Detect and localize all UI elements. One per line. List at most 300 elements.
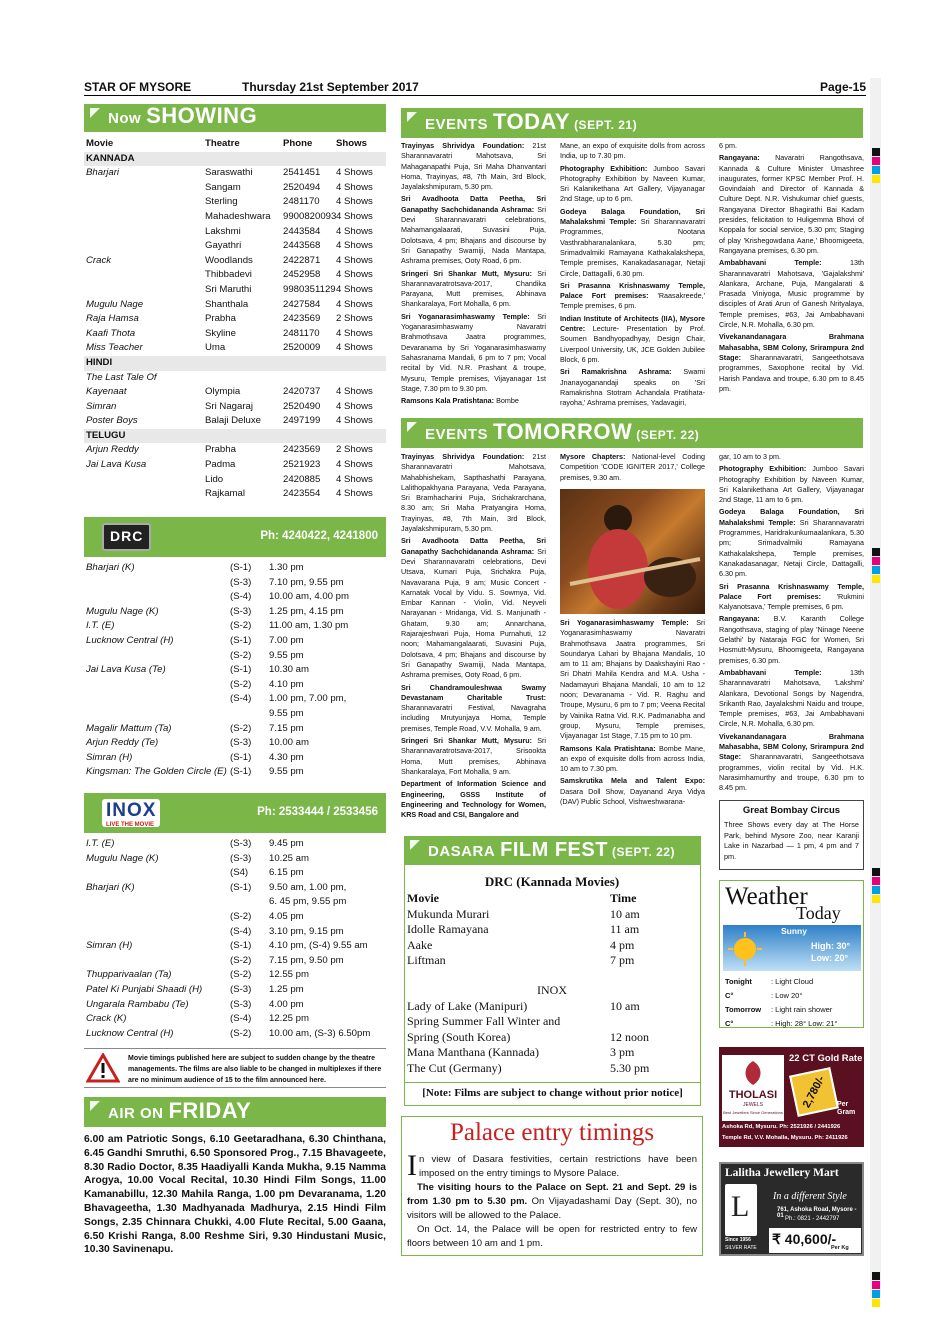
event-organizer: Rangayana: [719, 614, 760, 624]
drc-header [84, 517, 386, 557]
theatre-phone: 2420737 [283, 386, 321, 398]
showtime-row [84, 881, 386, 896]
screen-number: (S-2) [230, 954, 252, 966]
corner-triangle-icon [410, 840, 420, 850]
registration-mark [872, 1272, 880, 1280]
events-tomorrow-title-small: EVENTS [425, 426, 489, 443]
inox-showtimes [84, 837, 386, 1041]
theatre-phone: 2520009 [283, 342, 321, 354]
movie-name: Lucknow Central (H) [86, 634, 174, 646]
events-tomorrow-column-2-top [560, 452, 705, 488]
issue-date: Thursday 21st September 2017 [242, 80, 419, 94]
event-item [401, 536, 546, 680]
theatre-phone: 2481170 [283, 327, 320, 339]
showtime-row [84, 649, 386, 664]
movie-name: Kingsman: The Golden Circle (E) [86, 766, 227, 778]
showtime-row [84, 634, 386, 649]
screen-number: (S-3) [230, 576, 252, 588]
screen-number: (S-1) [230, 940, 252, 952]
theatre-name: Saraswathi [205, 167, 253, 179]
film-row [407, 907, 697, 923]
event-item [719, 732, 864, 792]
tholasi-address-2: Temple Rd, V.V. Mohalla, Mysuru. Ph: 2411926 [722, 1135, 848, 1141]
screen-number: (S-3) [230, 852, 252, 864]
film-title: Mana Manthana (Kannada) [407, 1045, 539, 1060]
event-details: Sri Devi Sharannavaratri celebrations, Mahamangalaarati, Suvasini Puja, Dolotsava, 4 pm; Bhajans and discourse by Sri Ganapathy Swamiji, Nada Mantapa, Ashrama premises, Ooty Road, 6 pm. [401, 204, 546, 266]
show-times: 7.00 pm [269, 634, 304, 646]
screen-number: (S-3) [230, 605, 252, 617]
theatre-phone: 2541451 [283, 167, 321, 179]
event-item [719, 452, 864, 462]
event-details: Sri Yoganarasimhaswamy Navaratri Brahmothsava Jaatra programmes, Devaranama by Sri Yoganarasimhaswamy Sahasranama Mandali, 6 pm to 7 pm; Vocal recital by Vid. N.R. Prashant & troupe, Mysuru, Temple premises, Vijayanagar 1st Stage, 7.30 pm to 9.30 pm. [401, 311, 546, 393]
weather-title-today: Today [796, 903, 841, 923]
event-item [560, 141, 705, 162]
registration-mark [872, 1290, 880, 1298]
event-details: 'Rukmini Kalyanotsava,' Temple premises, 6 pm. [719, 591, 864, 612]
language-category [84, 429, 386, 444]
air-schedule: 6.00 am Patriotic Songs, 6.10 Geetaradhana, 6.30 Chinthana, 6.45 Gandhi Smruthi, 6.50 Sponsored Prog., 7.15 Bhavageete, 8.30 Radio Doctor, 8.35 Haadiyalli Kanda Mukha, 9.15 Namma Arogya, 10.00 Vocal Recital, 10.30 Hindi Film Songs, 11.00 Kamanabillu, 12.30 Mahila Ranga, 1.00 pm Devaranama, 1.20 Bhavageetha, 1.30 Madhyanada Madhurya, 2.15 Hindi Film Songs, 2.35 Chinnara Chukki, 4.00 Flute Recital, 5.00 Gaana, 6.50 Krishi Ranga, 8.00 Reshme Siri, 9.30 Hindustani Music, 10.30 Savinenapu. [84, 1134, 386, 1256]
screen-number: (S-3) [230, 838, 252, 849]
event-item [401, 194, 546, 266]
show-times: 10.00 am, (S-3) 6.50pm [269, 1027, 371, 1039]
inox-header [84, 793, 386, 833]
show-times: 1.30 pm [269, 562, 304, 573]
event-item [719, 582, 864, 613]
now-showing-table [84, 137, 386, 502]
show-times: 4.30 pm [269, 751, 304, 763]
show-count: 4 Shows [336, 196, 373, 208]
screen-number: (S-2) [230, 649, 252, 661]
event-organizer: Ramsons Kala Pratishtana: [560, 743, 656, 753]
movie-name: I.T. (E) [86, 838, 115, 849]
weather-low: Low: 20° [811, 953, 849, 963]
movie-name: Miss Teacher [86, 342, 143, 354]
event-organizer: Sri Yoganarasimhaswamy Temple: [401, 311, 530, 321]
showtime-row [84, 866, 386, 881]
movie-name: Mugulu Nage (K) [86, 605, 159, 617]
lalitha-price: ₹ 40,600/- [772, 1231, 837, 1247]
movie-name: Lucknow Central (H) [86, 1027, 174, 1039]
show-times: 1.00 pm, 7.00 pm, [269, 693, 347, 705]
film-time: 11 am [610, 922, 640, 937]
theatre-name: Olympia [205, 386, 241, 398]
table-row [84, 385, 386, 400]
palace-drop-cap: I [407, 1149, 417, 1182]
film-time: 4 pm [610, 937, 635, 952]
registration-mark [872, 175, 880, 183]
theatre-name: Thibbadevi [205, 269, 252, 281]
theatre-name: Mahadeshwara [205, 210, 271, 222]
event-organizer: Ambabhavani Temple: [719, 258, 822, 268]
palace-text: In view of Dasara festivities, certain restrictions have been imposed on the entry timings to Mysore Palace. The visiting hours to the Palace on Sept. 21 and Sept. 29 is from 1.30 pm to 5.30 pm. On Vijayadashami Day (Sept. 30), no visitors will be allowed to the Palace. On Oct. 14, the Palace will be open for restricted entry to few floors between 10 am and 1 pm. [407, 1149, 697, 1249]
theatre-phone: 9980351129 [283, 283, 336, 295]
film-row [407, 953, 697, 969]
show-count: 4 Shows [336, 400, 373, 412]
fest-header-row [407, 891, 697, 907]
film-title: Mukunda Murari [407, 906, 490, 921]
movie-name: Poster Boys [86, 415, 138, 427]
event-details: Sharannavaratri, Sangeethotsava programmes, violin recital by Vid. H.K. Narasimhamurthy and troupe, 6.30 pm to 8.45 pm. [719, 752, 864, 792]
screen-number: (S-1) [230, 881, 252, 893]
event-details: B.V. Karanth College Rangothsava, staging of play 'Ninage Neene Gelathi' by Nataraja FGC for Women, Sri Hosmutt-Mysuru, Bhoomigeeta, Rangayana premises, 6.30 pm. [719, 614, 864, 665]
show-times: 7.15 pm [269, 722, 304, 734]
event-details: 'Raasakreede,' Temple premises, 6 pm. [560, 291, 705, 311]
event-organizer: Sri Chandramouleshwaa Swamy Devastanam Charitable Trust: [401, 682, 546, 702]
event-item [560, 776, 705, 807]
category-label: HINDI [86, 356, 113, 368]
movie-name: Simran (H) [86, 940, 133, 952]
film-fest-title-small: DASARA [428, 843, 496, 860]
showtime-row [84, 1027, 386, 1042]
lalitha-address: 761, Ashoka Road, Mysore - 01 [777, 1207, 857, 1219]
show-count: 4 Shows [336, 415, 373, 427]
event-item [719, 464, 864, 505]
event-details: Sri Sharannavaratrotsava-2017, Srisookta Homa, Mutt premises, Abhinava Shankaralaya, Fort Mohalla, 9 am. [401, 736, 546, 776]
showtime-row [84, 954, 386, 969]
events-tomorrow-column-2 [560, 618, 705, 822]
film-fest-date: (SEPT. 22) [611, 845, 675, 859]
event-details: Sri Sharannavaratri Programmes, Haridrakunkumaalankara, 5.30 pm; Srimadvalmiki Ramayana Kathakalakshepa, Temple premises, Kanakadasanagar, Netaji Circle, Dattagalli, 6.30 pm. [719, 517, 864, 579]
table-row [84, 327, 386, 342]
show-times: 1.25 pm, 4.15 pm [269, 605, 344, 617]
film-row [407, 1030, 697, 1046]
movie-name: Simran [86, 400, 117, 412]
showtime-row [84, 895, 386, 910]
theatre-name: Shanthala [205, 298, 249, 310]
screen-number: (S-1) [230, 664, 252, 676]
event-item [560, 207, 705, 279]
theatre-phone: 2423569 [283, 313, 321, 325]
event-item [401, 141, 546, 192]
movie-name: Bharjari (K) [86, 881, 135, 893]
event-organizer: Sri Avadhoota Datta Peetha, Sri Ganapathy Sachchidananda Ashrama: [401, 536, 546, 556]
show-times: 12.25 pm [269, 1013, 310, 1025]
film-row [407, 938, 697, 954]
event-details: 13th Sharannavaratri Mahotsava, 'Lakshmi' Alankara, Devotional Songs by Nagendra, Srikanth Rao, Jayalakshmi Naidu and troupe, Temple premises, #63, Jai Ambabhavani Circle, N.R. Mohalla, 6.30 pm. [719, 667, 864, 729]
events-tomorrow-column-3 [719, 452, 864, 792]
lalitha-phone: Ph.: 0821 - 2442797 [785, 1216, 840, 1222]
event-details: Bombe Mane, an expo of exquisite dolls from across India, 10 am to 7.30 pm. [560, 743, 705, 774]
table-row [84, 181, 386, 196]
svg-text:L: L [731, 1190, 750, 1223]
movie-name: Mugulu Nage (K) [86, 852, 159, 864]
screen-number: (S-2) [230, 910, 252, 922]
theatre-name: Uma [205, 342, 226, 354]
theatre-name: Rajkamal [205, 488, 245, 500]
timing-notice [84, 1048, 386, 1088]
fest-header-time: Time [610, 891, 637, 905]
peacock-logo-icon [738, 1059, 768, 1087]
showtime-row [84, 576, 386, 591]
masthead [84, 78, 866, 96]
registration-mark [872, 566, 880, 574]
table-header-cell: Phone [283, 138, 313, 149]
screen-number: (S-4) [230, 1013, 252, 1025]
theatre-phone: 2423569 [283, 444, 321, 456]
event-details: Dasara Doll Show, Dayanand Arya Vidya (DAV) Public School, Vishweshwarana- [560, 786, 705, 807]
tholasi-address-1: Ashoka Rd, Mysuru. Ph: 2521926 / 2441926 [722, 1124, 841, 1130]
film-time: 5.30 pm [610, 1060, 650, 1075]
tholasi-per: Per Gram [837, 1101, 856, 1116]
lalitha-tagline: In a different Style [773, 1191, 847, 1202]
event-details: Bombe [494, 396, 519, 406]
event-details: Sharannavaratri, Sangeethotsava programmes, Saxophone recital by Vid. Harish Pandava and troupe, 6.30 pm to 8.45 pm. [719, 352, 864, 393]
movie-name: Crack (K) [86, 1013, 127, 1025]
table-header-cell: Movie [86, 138, 114, 149]
showtime-row [84, 837, 386, 852]
movie-name: Arjun Reddy [86, 444, 139, 456]
movie-name: Raja Hamsa [86, 313, 139, 325]
theatre-name: Sri Nagaraj [205, 400, 253, 412]
show-times: 1.25 pm [269, 983, 304, 995]
event-details: Jumboo Savari Photography Exhibition by Naveen Kumar, Sri Kalanikethana Art Gallery, Vijayanagar 2nd Stage, 11 am to 6 pm. [719, 464, 864, 505]
movie-name: Crack [86, 254, 112, 266]
weather-high: High: 30° [811, 941, 851, 951]
movie-name: Mugulu Nage [86, 298, 144, 310]
showtime-row [84, 1012, 386, 1027]
event-item [401, 269, 546, 310]
film-row [407, 999, 697, 1015]
print-margin-strip [870, 78, 881, 1298]
show-count: 2 Shows [336, 313, 373, 325]
film-time: 10 am [610, 998, 640, 1013]
showtime-row [84, 561, 386, 576]
film-time: 3 pm [610, 1045, 635, 1060]
table-row [84, 400, 386, 415]
corner-triangle-icon [90, 108, 100, 118]
show-count: 4 Shows [336, 283, 373, 295]
event-organizer: Photography Exhibition: [560, 163, 648, 173]
theatre-phone: 2427584 [283, 298, 321, 310]
showtime-row [84, 751, 386, 766]
theatre-phone: 2452958 [283, 269, 321, 281]
event-organizer: Sri Yoganarasimhaswamy Temple: [560, 618, 689, 627]
film-fest-title: FILM FEST [500, 839, 608, 861]
table-row [84, 210, 386, 225]
movie-name: Jai Lava Kusa [86, 459, 147, 471]
screen-number: (S-4) [230, 693, 252, 705]
event-organizer: Vivekanandanagara Brahmana Mahasabha, SBM Colony, Srirampura 2nd Stage: [719, 731, 864, 762]
tholasi-headline: 22 CT Gold Rate [789, 1053, 863, 1064]
event-organizer: Department of Information Science and Engineering, GSSS Institute of Engineering and Technology for Women, KRS Road and CSI, Bangalore and [401, 779, 546, 820]
theatre-name: Skyline [205, 327, 236, 339]
movie-name: Kaafi Thota [86, 327, 136, 339]
event-details: Sharannavaratri Festival, Navagraha including Mrutyunjaya Homa, Temple premises, Temple Road, V.V. Mohalla, 9 am. [401, 703, 546, 733]
show-times: 3.10 pm, 9.15 pm [269, 925, 344, 937]
air-title: FRIDAY [168, 1098, 252, 1123]
fest-header-movie: Movie [407, 891, 439, 905]
circus-box [719, 800, 864, 870]
show-count: 4 Shows [336, 459, 373, 471]
tholasi-brand: THOLASI [728, 1089, 778, 1101]
table-row [84, 473, 386, 488]
registration-mark [872, 868, 880, 876]
tholasi-brand-sub: JEWELS [742, 1102, 763, 1108]
movie-name: Bharjari (K) [86, 562, 135, 573]
showtime-row [84, 619, 386, 634]
inox-logo: INOX [102, 799, 160, 827]
table-row [84, 254, 386, 269]
show-times: 10.00 am, 4.00 pm [269, 591, 349, 603]
showtime-row [84, 968, 386, 983]
event-organizer: Sri Prasanna Krishnaswamy Temple, Palace Fort premises: [719, 581, 864, 601]
film-title: Lady of Lake (Manipuri) [407, 998, 528, 1013]
tholasi-tagline: Best Jewellers Since Generations [723, 1110, 783, 1115]
film-time: 10 am [610, 906, 640, 921]
screen-number: (S-1) [230, 562, 252, 573]
event-item [401, 396, 546, 406]
film-title: Spring Summer Fall Winter and [407, 1014, 561, 1029]
theatre-phone: 2423554 [283, 488, 321, 500]
weather-title: Weather [725, 883, 808, 910]
screen-number: (S-2) [230, 969, 252, 981]
table-header-cell: Shows [336, 138, 367, 149]
showtime-row [84, 939, 386, 954]
lalitha-monogram-icon [725, 1184, 757, 1224]
event-details: 21st Sharannavaratri Mahotsava, Mahabhishekam, Sapthashathi Parayana, Lalithopakhyana Parayana, Veda Parayana, Sri Bramhacharini Puja, Srichakrarchana, 8.30 am; Sri Maha Pratyangira Homa, Trayinyas, #8, 7th Main, 3rd Block, Jayalakshmipuram, 5.30 pm. [401, 452, 546, 534]
event-item [560, 164, 705, 205]
registration-mark [872, 548, 880, 556]
weather-forecast: Tonight : Light Cloud C° : Low 20° Tomorrow : Light rain shower C° : High: 28° Low: 21° [725, 977, 838, 1028]
drc-phone: Ph: 4240422, 4241800 [260, 530, 378, 542]
events-today-column-3 [719, 141, 864, 411]
event-organizer: Sringeri Sri Shankar Mutt, Mysuru: [401, 736, 533, 746]
film-row [407, 922, 697, 938]
movie-name: Arjun Reddy (Te) [86, 737, 159, 749]
event-organizer: Sri Avadhoota Datta Peetha, Sri Ganapathy Sachchidananda Ashrama: [401, 194, 546, 214]
show-times: 9.55 pm [269, 766, 304, 778]
drc-logo: DRC [102, 523, 151, 551]
event-organizer: Indian Institute of Architects (IIA), Mysore Centre: [560, 313, 705, 334]
event-details: Sri Devi Sharannavaratri celebrations, Devi Utsava, Kumari Puja, Srichakra Puja, Navavarana Puja, 9 am; Music Concert - Karnatak Vocal by Vidu. S. Sowmya, Vid. Embar Kannan - Violin, Vid. Neyveli Narayanan - Mridanga, Vid. S. Manjunath - Ghatam, 9.30 am; Annarchana, Rajarajeshwari Puja, Homa Purnahuti, 12 noon; Mahamangalaarati, Suvasini Puja, Dolotsava, 4 pm; Bhajans and discourse by Sri Ganapathy Swamiji, Nada Mantapa, Ashrama premises, Ooty Road, 6 pm. [401, 546, 546, 680]
event-organizer: Trayinyas Shrividya Foundation: [401, 452, 525, 461]
event-details: Mane, an expo of exquisite dolls from across India, up to 7.30 pm. [560, 141, 705, 161]
show-times: 6. 45 pm, 9.55 pm [269, 896, 347, 908]
registration-mark [872, 1281, 880, 1289]
event-item [401, 683, 546, 734]
screen-number: (S-4) [230, 925, 252, 937]
registration-mark [872, 148, 880, 156]
movie-name: The Last Tale Of [86, 371, 157, 383]
film-row [407, 1045, 697, 1061]
show-count: 4 Shows [336, 254, 373, 266]
registration-mark [872, 1299, 880, 1307]
table-row [84, 268, 386, 283]
screen-number: (S-3) [230, 998, 252, 1010]
show-count: 4 Shows [336, 210, 373, 222]
theatre-name: Lakshmi [205, 225, 241, 237]
circus-text: Three Shows every day at The Horse Park, behind Mysore Zoo, near Karanji Lake in Nazarbad — 1 pm, 4 pm and 7 pm. [724, 820, 859, 861]
event-organizer: Sringeri Sri Shankar Mutt, Mysuru: [401, 268, 533, 278]
showtime-row [84, 910, 386, 925]
showtime-row [84, 983, 386, 998]
showtime-row [84, 852, 386, 867]
table-row [84, 239, 386, 254]
show-times: 10.00 am [269, 737, 310, 749]
event-item [560, 744, 705, 775]
movie-name: Kayenaat [86, 386, 127, 398]
registration-mark [872, 557, 880, 565]
event-item [560, 367, 705, 408]
showtime-row [84, 722, 386, 737]
table-row [84, 414, 386, 429]
event-details: 13th Sharannavaratri Mahotsava, 'Gajalakshmi' Alankara, Archane, Puja, Mangalarati & Prasada Viniyoga, Music programme by disciples of Arati Arun of Ganesh Nrityalaya, Temple premises, #63, Jai Ambabhavani Circle, N.R. Mohalla, 6.30 pm. [719, 258, 864, 330]
screen-number: (S-3) [230, 737, 252, 749]
screen-number: (S-2) [230, 722, 252, 734]
warning-icon [86, 1053, 120, 1083]
show-count: 4 Shows [336, 386, 373, 398]
show-times: 4.10 pm, (S-4) 9.55 am [269, 940, 368, 952]
show-count: 4 Shows [336, 342, 373, 354]
show-count: 4 Shows [336, 269, 373, 281]
movie-name: Bharjari [86, 167, 120, 179]
theatre-name: Lido [205, 473, 224, 485]
air-title-small: AIR ON [108, 1105, 164, 1122]
film-row [407, 1061, 697, 1077]
show-times: 9.45 pm [269, 838, 304, 849]
event-item [719, 668, 864, 730]
event-item [719, 258, 864, 330]
show-times: 12.55 pm [269, 969, 310, 981]
showtime-row [84, 998, 386, 1013]
weather-box [719, 880, 864, 1028]
corner-triangle-icon [407, 422, 417, 432]
events-today-column-2 [560, 141, 705, 411]
show-times: 7.15 pm, 9.50 pm [269, 954, 344, 966]
showtime-row [84, 765, 386, 780]
drc-showtimes [84, 561, 386, 780]
event-organizer: Sri Prasanna Krishnaswamy Temple, Palace Fort premises: [560, 280, 705, 301]
event-details: gar, 10 am to 3 pm. [719, 452, 781, 461]
movie-name: Magalir Mattum (Ta) [86, 722, 172, 734]
event-item [560, 281, 705, 312]
event-organizer: Godeya Balaga Foundation, Sri Mahalakshmi Temple: [560, 206, 705, 227]
event-details: 21st Sharannavaratri Mahotsava, Sri Mahaganapathi Puja, Sri Maha Dhanvantari Homa, Trayinyas, #8, 7th Main, 3rd Block, Jayalakshmipuram, 5.30 pm. [401, 141, 546, 192]
event-organizer: Godeya Balaga Foundation, Sri Mahalakshmi Temple: [719, 507, 864, 527]
event-details: Sri Sharannavaratri Programmes, Nootana Vasthrabharanalankara, 5.30 pm; Srimadvalmiki Ramayana Kathakalakshepa, Temple premises, Kanakadasanagar, Netaji Circle, Dattagalli, 6.30 pm. [560, 217, 705, 278]
theatre-phone: 2497199 [283, 415, 321, 427]
registration-mark [872, 157, 880, 165]
event-item [719, 614, 864, 665]
theatre-name: Padma [205, 459, 236, 471]
lalitha-price-panel [769, 1228, 861, 1253]
inox-phone: Ph: 2533444 / 2533456 [257, 806, 378, 818]
event-organizer: Ramsons Kala Pratishtana: [401, 396, 495, 406]
price-tag-icon [789, 1067, 839, 1117]
showtime-row [84, 663, 386, 678]
air-header [84, 1097, 386, 1127]
theatre-phone: 2422871 [283, 254, 321, 266]
table-header-cell: Theatre [205, 138, 240, 149]
movie-name: Thupparivaalan (Ta) [86, 969, 172, 981]
theatre-phone: 2521923 [283, 459, 321, 471]
theatre-name: Gayathri [205, 240, 242, 252]
theatre-name: Sangam [205, 181, 241, 193]
lalitha-since: Since 1956 [725, 1237, 751, 1243]
now-showing-title-small: Now [108, 110, 142, 127]
show-times: 4.05 pm [269, 910, 304, 922]
show-times: 9.50 am, 1.00 pm, [269, 881, 347, 893]
category-label: KANNADA [86, 152, 135, 164]
event-item [719, 141, 864, 151]
lalitha-ad[interactable] [719, 1162, 864, 1256]
table-row [84, 443, 386, 458]
table-row [84, 312, 386, 327]
table-row [84, 195, 386, 210]
tholasi-ad[interactable] [719, 1047, 864, 1147]
event-organizer: Trayinyas Shrividya Foundation: [401, 141, 525, 150]
event-item [719, 153, 864, 256]
